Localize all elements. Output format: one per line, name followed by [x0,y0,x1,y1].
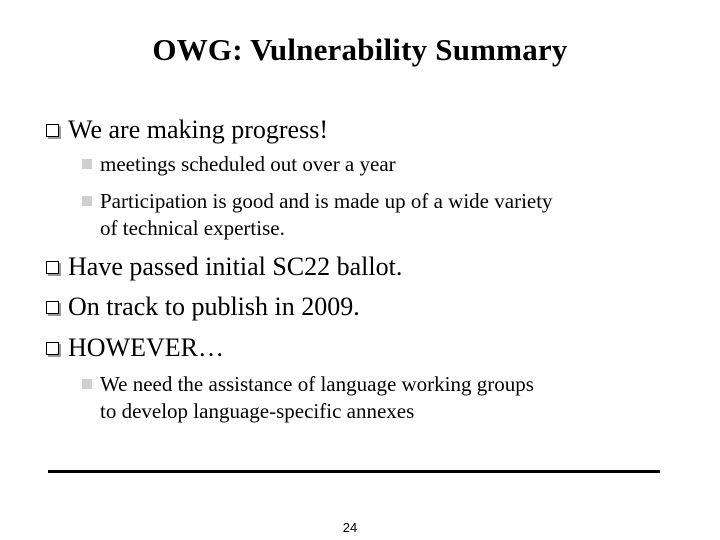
slide-title: OWG: Vulnerability Summary [152,32,568,67]
bullet-item [46,115,328,145]
page-number: 24 [342,520,358,535]
sub-bullet-item [82,151,396,178]
bullet-text: Have passed initial SC22 ballot. [68,252,403,281]
square-sub-bullet-icon [82,379,92,389]
sub-bullet-text: meetings scheduled out over a year [100,152,396,176]
square-sub-bullet-icon [82,196,92,206]
square-bullet-icon [46,301,59,314]
bullet-item [46,292,360,322]
bullet-text: We are making progress! [68,115,328,144]
square-bullet-icon [46,124,59,137]
square-sub-bullet-icon [82,159,92,169]
sub-bullet-item [82,371,534,425]
bullet-text: On track to publish in 2009. [68,292,360,321]
sub-bullet-text: We need the assistance of language working groups to develop language-specific annexes [100,372,534,423]
footer-divider [48,470,660,473]
square-bullet-icon [46,342,59,355]
bullet-item [46,252,402,282]
square-bullet-icon [46,261,59,274]
sub-bullet-item [82,188,553,242]
bullet-text: HOWEVER… [68,333,224,362]
sub-bullet-text: Participation is good and is made up of a wide variety of technical expertise. [100,189,553,240]
bullet-item [46,333,224,363]
